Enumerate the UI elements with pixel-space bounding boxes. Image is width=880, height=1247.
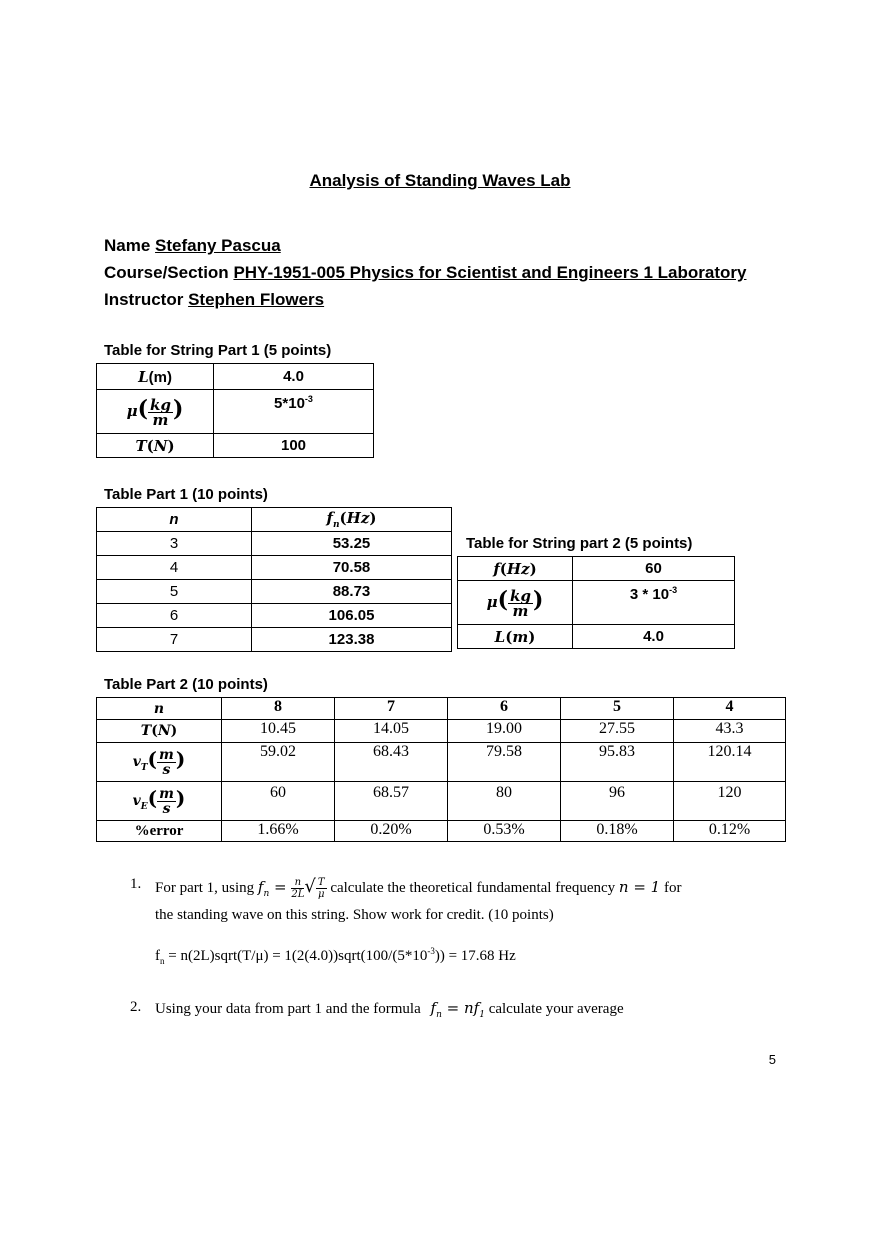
part2-vt: 79.58	[448, 743, 561, 782]
part1-n: 5	[97, 580, 252, 604]
length2-label-cell: L(m)	[458, 625, 573, 649]
part1-n: 7	[97, 628, 252, 652]
name-value: Stefany Pascua	[155, 236, 281, 255]
part2-vt: 68.43	[335, 743, 448, 782]
name-label: Name	[104, 236, 151, 255]
part2-error: 0.20%	[335, 821, 448, 842]
string-part1-table	[96, 363, 374, 458]
instructor-value: Stephen Flowers	[188, 290, 325, 309]
part2-tension: 19.00	[448, 720, 561, 743]
page-title: Analysis of Standing Waves Lab	[309, 171, 571, 190]
string-part2-caption: Table for String part 2 (5 points)	[466, 535, 693, 552]
part2-n: 7	[335, 698, 448, 720]
part2-ve: 80	[448, 782, 561, 821]
q2-number: 2.	[130, 999, 142, 1015]
part2-vt: 120.14	[674, 743, 786, 782]
part1-f: 123.38	[252, 628, 452, 652]
part2-tension: 43.3	[674, 720, 786, 743]
part2-error: 0.12%	[674, 821, 786, 842]
course-line	[104, 263, 746, 283]
freq-label-cell: f(Hz)	[458, 557, 573, 581]
tension-label-cell: T(N)	[97, 434, 214, 458]
mu-label-cell: μ( $\frac{kg}{m}$ )	[97, 390, 214, 434]
part2-n: 6	[448, 698, 561, 720]
part1-n: 6	[97, 604, 252, 628]
part1-caption: Table Part 1 (10 points)	[104, 486, 268, 503]
q1-text-c: for	[663, 880, 682, 896]
part1-n: 3	[97, 532, 252, 556]
q2-text-a: Using your data from part 1 and the formula	[155, 1001, 421, 1017]
part2-n: 4	[674, 698, 786, 720]
part2-n: 8	[222, 698, 335, 720]
part2-tension: 27.55	[561, 720, 674, 743]
course-value: PHY-1951-005 Physics for Scientist and Engineers 1 Laboratory	[233, 263, 747, 282]
part2-caption: Table Part 2 (10 points)	[104, 676, 268, 693]
course-label: Course/Section	[104, 263, 229, 282]
part2-ve: 68.57	[335, 782, 448, 821]
string-part1-caption: Table for String Part 1 (5 points)	[104, 342, 332, 359]
page-number: 5	[768, 1052, 776, 1067]
part2-ve: 120	[674, 782, 786, 821]
part2-ve: 60	[222, 782, 335, 821]
part2-error: 0.18%	[561, 821, 674, 842]
part2-ve: 96	[561, 782, 674, 821]
tension-value: 100	[214, 434, 374, 458]
length-label-cell: L(m)	[97, 364, 214, 390]
q1-answer: $f_n$ = n(2L)sqrt(T/μ) = $1(2(4.0))sqrt(100/(5*10^{-3})) = 17.68$ Hz	[155, 946, 516, 966]
mu2-label-cell: μ( $\frac{kg}{m}$ )	[458, 581, 573, 625]
part1-header-f: $f_n(Hz)$	[252, 508, 452, 532]
part1-table	[96, 507, 452, 652]
part2-n: 5	[561, 698, 674, 720]
part1-header-n: n	[97, 508, 252, 532]
q1-n-equals-1: n = 1	[618, 878, 661, 896]
part2-error: 0.53%	[448, 821, 561, 842]
q1-formula: $f_n$ = $\frac{n}{2L}$ √ $\frac{T}{\mu}$	[257, 876, 325, 900]
q1-number: 1.	[130, 876, 142, 892]
part2-error-label: %error	[97, 821, 222, 842]
instructor-label: Instructor	[104, 290, 184, 309]
length-value: 4.0	[214, 364, 374, 390]
part1-f: 70.58	[252, 556, 452, 580]
string-part2-table	[457, 556, 735, 649]
part1-f: 88.73	[252, 580, 452, 604]
q1-text-d: the standing wave on this string. Show work for credit. (10 points)	[155, 907, 554, 923]
q2-text-b: calculate your average	[488, 1001, 624, 1017]
part2-vt: 95.83	[561, 743, 674, 782]
q1-text-b: calculate the theoretical fundamental frequency	[330, 880, 616, 896]
part2-vt: 59.02	[222, 743, 335, 782]
q2-line1	[155, 999, 624, 1020]
part2-tension-label: T(N)	[97, 720, 222, 743]
freq-value: 60	[573, 557, 735, 581]
part1-f: 53.25	[252, 532, 452, 556]
q1-line1	[155, 876, 681, 900]
part1-n: 4	[97, 556, 252, 580]
part2-tension: 10.45	[222, 720, 335, 743]
instructor-line	[104, 290, 324, 310]
part1-f: 106.05	[252, 604, 452, 628]
q2-formula: $f_n = nf_1$	[430, 999, 485, 1020]
part2-ve-label: $v_E$( $\frac{m}{s}$ )	[97, 782, 222, 821]
part2-tension: 14.05	[335, 720, 448, 743]
part2-error: 1.66%	[222, 821, 335, 842]
mu2-value-cell: $3 * 10^{-3}$	[573, 581, 735, 625]
part2-table	[96, 697, 786, 842]
q1-text-a: For part 1, using	[155, 880, 255, 896]
part2-n-label: n	[97, 698, 222, 720]
mu-value-cell: $5*10^{-3}$	[214, 390, 374, 434]
name-line	[104, 236, 281, 256]
length2-value: 4.0	[573, 625, 735, 649]
part2-vt-label: $v_T$( $\frac{m}{s}$ )	[97, 743, 222, 782]
